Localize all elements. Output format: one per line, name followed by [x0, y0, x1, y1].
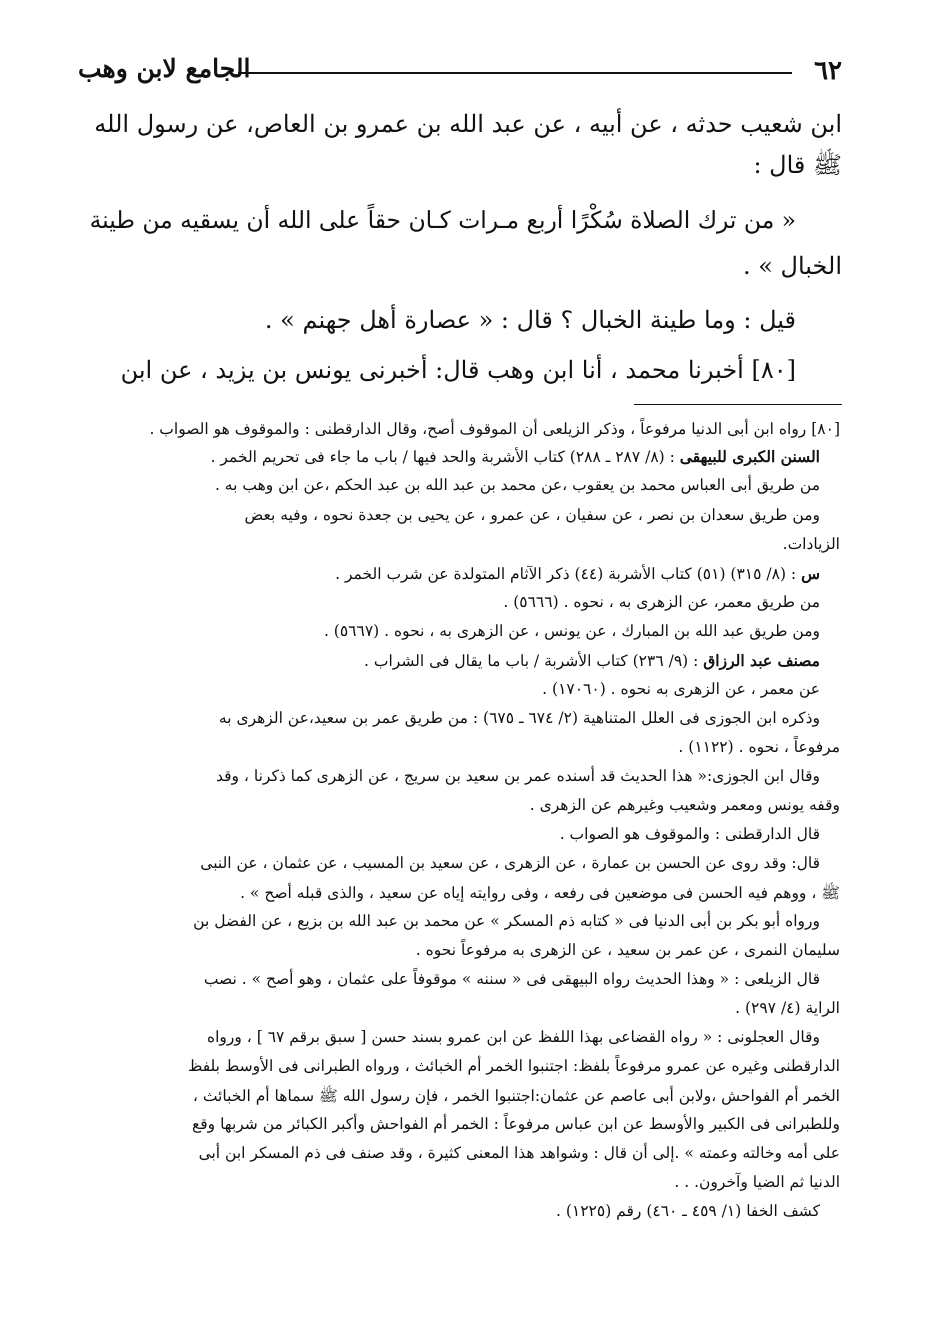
source-title: مصنف عبد الرزاق [703, 651, 820, 670]
footnote-line: الراية (٤/ ٢٩٧) . [735, 999, 840, 1017]
footnote-line: ومن طريق عبد الله بن المبارك ، عن يونس ، عن الزهرى به ، نحوه . (٥٦٦٧) . [323, 622, 820, 640]
footnote-line: وقفه يونس ومعمر وشعيب وغيرهم عن الزهرى . [529, 796, 840, 814]
main-line: قيل : وما طينة الخبال ؟ قال : « عصارة أهل جهنم » . [264, 306, 796, 334]
footnote-line: الدنيا ثم الضيا وآخرون. . . [674, 1173, 840, 1191]
main-line: ابن شعيب حدثه ، عن أبيه ، عن عبد الله بن عمرو بن العاص، عن رسول الله [94, 110, 842, 138]
footnote-line: س : (٨/ ٣١٥) (٥١) كتاب الأشربة (٤٤) ذكر الآثام المتولدة عن شرب الخمر . [335, 564, 820, 583]
footnote-line: [٨٠] رواه ابن أبى الدنيا مرفوعاً ، وذكر الزيلعى أن الموقوف أصح، وقال الدارقطنى : والموقوف هو الصواب . [149, 420, 840, 438]
main-line: ﷺ قال : [753, 151, 842, 179]
footnote-line: مرفوعاً ، نحوه . (١١٢٢) . [678, 738, 840, 756]
footnote-line: قال: وقد روى عن الحسن بن عمارة ، عن الزهرى ، عن سعيد بن المسيب ، عن عثمان ، عن النبى [200, 854, 820, 872]
page-number: ٦٢ [814, 56, 842, 86]
source-title: س [801, 564, 820, 583]
footnote-line: من طريق معمر، عن الزهرى به ، نحوه . (٥٦٦٦) . [503, 593, 820, 611]
footnote-line: الزيادات. [782, 535, 840, 553]
footnote-line: ﷺ ، ووهم فيه الحسن فى موضعين فى رفعه ، وفى روايته إياه عن سعيد ، والذى قبله أصح » . [240, 884, 840, 902]
footnote-line: مصنف عبد الرزاق : (٩/ ٢٣٦) كتاب الأشربة / باب ما يقال فى الشراب . [364, 651, 820, 670]
running-title: الجامع لابن وهب [78, 54, 251, 83]
header-rule [238, 72, 792, 74]
footnote-line: ومن طريق سعدان بن نصر ، عن سفيان ، عن عمرو ، عن يحيى بن جعدة نحوه ، وفيه بعض [244, 506, 820, 524]
footnote-line: قال الدارقطنى : والموقوف هو الصواب . [559, 825, 820, 843]
footnote-line: الدارقطنى وغيره عن عمرو مرفوعاً بلفظ: اجتنبوا الخمر أم الخبائث ، ورواه الطبرانى فى الأوسط بلفظ [188, 1057, 840, 1075]
footnote-line: على أمه وخالته وعمته » .إلى أن قال : وشواهد هذا المعنى كثيرة ، وقد صنف فى ذم المسكر ابن أبى [198, 1144, 840, 1162]
source-title: السنن الكبرى للبيهقى [679, 447, 820, 466]
main-line: « من ترك الصلاة سُكْرًا أربع مـرات كـان حقاً على الله أن يسقيه من طينة [89, 206, 796, 234]
footnote-separator [634, 404, 842, 405]
footnote-line: الخمر أم الفواحش ،ولابن أبى عاصم عن عثمان:اجتنبوا الخمر ، فإن رسول الله ﷺ سماها أم الخبائث ، [192, 1087, 840, 1105]
main-line: الخبال » . [742, 252, 842, 280]
main-line: [٨٠] أخبرنا محمد ، أنا ابن وهب قال: أخبرنى يونس بن يزيد ، عن ابن [120, 356, 796, 384]
footnote-line: كشف الخفا (١/ ٤٥٩ ـ ٤٦٠) رقم (١٢٢٥) . [555, 1202, 820, 1220]
footnote-line: وقال العجلونى : « رواه القضاعى بهذا اللفظ عن ابن عمرو بسند حسن [ سبق برقم ٦٧ ] ، ورواه [207, 1028, 820, 1046]
footnote-line: وذكره ابن الجوزى فى العلل المتناهية (٢/ ٦٧٤ ـ ٦٧٥) : من طريق عمر بن سعيد،عن الزهرى به [218, 709, 820, 727]
footnote-line: قال الزيلعى : « وهذا الحديث رواه البيهقى فى « سننه » موقوفاً على عثمان ، وهو أصح » . نصب [203, 970, 820, 988]
footnote-line: من طريق أبى العباس محمد بن يعقوب ،عن محمد بن عبد الله بن عبد الحكم ،عن ابن وهب به . [214, 476, 820, 494]
footnote-line: وللطبرانى فى الكبير والأوسط عن ابن عباس مرفوعاً : الخمر أم الفواحش وأكبر الكبائر من شربها وقع [192, 1115, 840, 1133]
footnote-line: ورواه أبو بكر بن أبى الدنيا فى « كتابه ذم المسكر » عن محمد بن عبد الله بن بزيع ، عن الفضل بن [193, 912, 820, 930]
footnote-line: وقال ابن الجوزى:« هذا الحديث قد أسنده عمر بن سعيد بن سريج ، عن الزهرى كما ذكرنا ، وقد [215, 767, 820, 785]
footnote-line: السنن الكبرى للبيهقى : (٨/ ٢٨٧ ـ ٢٨٨) كتاب الأشربة والحد فيها / باب ما جاء فى تحريم الخمر . [210, 447, 820, 466]
footnote-line: سليمان النمرى ، عن عمر بن سعيد ، عن الزهرى به مرفوعاً نحوه . [415, 941, 840, 959]
page-header [78, 54, 842, 94]
footnote-line: عن معمر ، عن الزهرى به نحوه . (١٧٠٦٠) . [542, 680, 820, 698]
